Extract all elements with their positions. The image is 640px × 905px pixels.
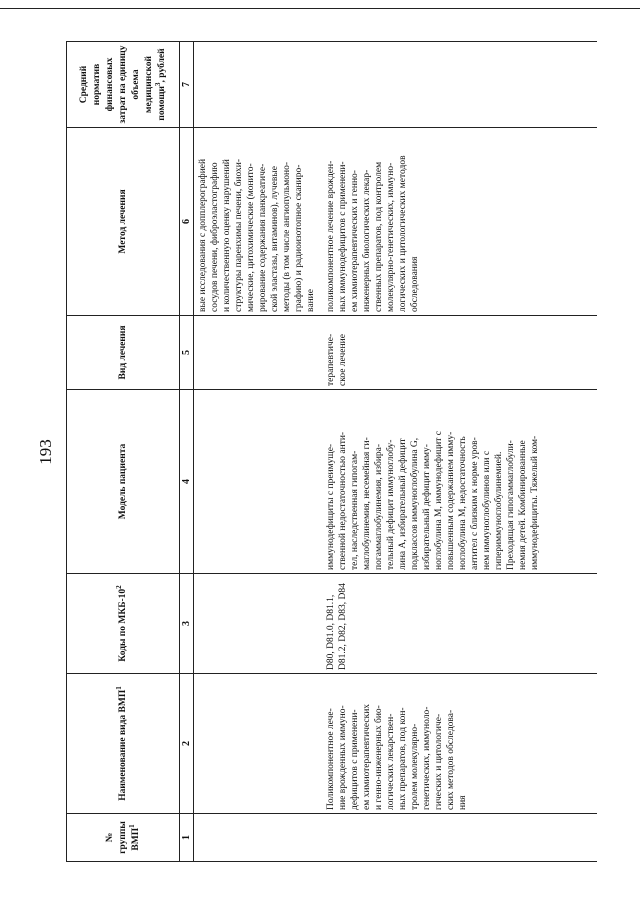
- column-number-row: [180, 42, 194, 862]
- text-line: ственных препаратов, под контролем: [374, 161, 384, 312]
- header-cost: Средний норматив финансовых затрат на единицу объема медицинской помощи$^3$, рублей: [67, 42, 180, 128]
- text-line: немия детей. Комбинированные: [518, 440, 528, 570]
- text-line: инженерных биологических лекар-: [362, 169, 372, 312]
- text-line: Преходящая гипогаммаглобули-: [506, 440, 516, 570]
- cell-vmp-name: [194, 674, 598, 814]
- text-line: ноглобулина М, недостаточность: [458, 436, 468, 570]
- text-line: погаммаглобулинемия, избира-: [374, 443, 384, 570]
- header-treatment-type: Вид лечения: [67, 316, 180, 390]
- text-line: вые исследования с допплерографией: [198, 158, 208, 312]
- text-line: гических и цитологиче-: [434, 713, 444, 810]
- text-line: ских методов обследова-: [446, 709, 456, 810]
- text-line: ем химиотерапевтических: [362, 703, 372, 810]
- text-line: ем химиотерапевтических и генно-: [350, 170, 360, 312]
- column-number: 4: [180, 390, 194, 574]
- column-number: 1: [180, 814, 194, 862]
- text-line: ское лечение: [338, 334, 348, 386]
- text-line: мические, цитохимические (монито-: [246, 163, 256, 312]
- cell-icd-codes: [194, 574, 598, 674]
- column-number: 5: [180, 316, 194, 390]
- cell-treatment-method: [194, 128, 598, 316]
- text-line: тролем молекулярно-: [410, 723, 420, 810]
- text-line: ния: [458, 795, 468, 810]
- text-line: генетических, иммуноло-: [422, 706, 432, 810]
- text-line: повышенным содержанием имму-: [446, 431, 456, 570]
- text-line: поликомпонентное лечение врожден-: [326, 160, 336, 312]
- text-line: сосудов печени, фиброэластографию: [210, 162, 220, 312]
- cell-group-number: [194, 814, 598, 862]
- text-line: избирательный дефицит имму-: [422, 444, 432, 570]
- column-number: 2: [180, 674, 194, 814]
- header-row: [67, 42, 180, 862]
- text-line: Поликомпонентное лече-: [326, 708, 336, 810]
- text-line: и генно-инженерных био-: [374, 705, 384, 810]
- top-rule: [0, 8, 640, 9]
- text-line: антител с близким к норме уров-: [470, 437, 480, 570]
- column-number: 3: [180, 574, 194, 674]
- column-number: 7: [180, 42, 194, 128]
- header-group-number: № группы ВМП$^1$: [67, 814, 180, 862]
- text-line: графию) и радиоизотопное сканиро-: [294, 164, 304, 312]
- cell-patient-model: [194, 390, 598, 574]
- text-line: ных препаратов, под кон-: [398, 707, 408, 810]
- text-line: рирование содержания панкреатиче-: [258, 163, 268, 312]
- text-line: логических и цитологических методов: [398, 155, 408, 312]
- text-line: иммунодефициты с преимуще-: [326, 443, 336, 570]
- text-line: вание: [306, 289, 316, 312]
- header-vmp-name: Наименование вида ВМП$^1$: [67, 674, 180, 814]
- text-line: ственной недостаточностью анти-: [338, 431, 348, 570]
- text-line: ноглобулина М, иммунодефицит с: [434, 431, 444, 570]
- text-line: тел, наследственная гипогам-: [350, 450, 360, 570]
- text-line: обследования: [410, 256, 420, 312]
- rotated-page: [30, 32, 610, 872]
- text-line: тельный дефицит иммуноглобу-: [386, 439, 396, 570]
- cell-treatment-type: [194, 316, 598, 390]
- cell-cost: [194, 42, 598, 128]
- text-line: гипериммуноглобулинемией.: [494, 451, 504, 570]
- table-row: [194, 42, 598, 862]
- column-number: 6: [180, 128, 194, 316]
- text-line: логических лекарствен-: [386, 713, 396, 810]
- text-line: иммунодефициты. Тяжелый ком-: [530, 435, 540, 570]
- header-icd-codes: Коды по МКБ-$10^2$: [67, 574, 180, 674]
- page-number: 193: [36, 439, 55, 465]
- text-line: дефицитов с применени-: [350, 709, 360, 810]
- text-line: нем иммуноглобулинов или с: [482, 450, 492, 570]
- text-line: терапевтиче-: [326, 333, 336, 386]
- text-line: структуры паренхимы печени, биохи-: [234, 159, 244, 312]
- text-line: ской эластазы, витаминов), лучевые: [270, 166, 280, 312]
- text-line: ных иммунодефицитов с применени-: [338, 161, 348, 312]
- text-line: D81.2, D82, D83, D84: [338, 583, 348, 670]
- text-line: подклассов иммуноглобулина G,: [410, 437, 420, 570]
- text-line: лина А, избирательный дефицит: [398, 438, 408, 570]
- header-treatment-method: Метод лечения: [67, 128, 180, 316]
- text-line: молекулярно-генетических, иммуно-: [386, 162, 396, 312]
- header-patient-model: Модель пациента: [67, 390, 180, 574]
- text-line: D80, D81.0, D81.1,: [326, 594, 336, 670]
- text-line: методы (в том числе ангиопульмоно-: [282, 161, 292, 312]
- text-line: и количественную оценку нарушений: [222, 159, 232, 312]
- vmp-table: [66, 41, 597, 862]
- text-line: ние врожденных иммуно-: [338, 705, 348, 810]
- text-line: маглобулинемия, несемейная ги-: [362, 437, 372, 570]
